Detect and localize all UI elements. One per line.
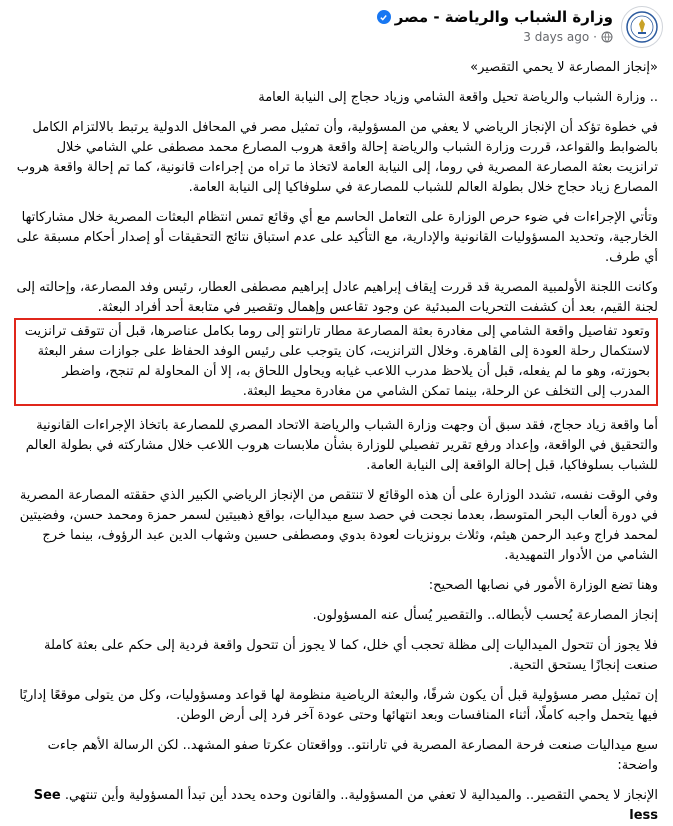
page-name-row bbox=[377, 8, 613, 26]
post-timestamp[interactable]: 3 days ago bbox=[523, 30, 590, 44]
meta-separator: · bbox=[593, 30, 597, 44]
verified-badge-icon bbox=[377, 10, 391, 24]
post-subtitle: .. وزارة الشباب والرياضة تحيل واقعة الشامي وزياد حجاج إلى النيابة العامة bbox=[258, 90, 658, 105]
paragraph: سبع ميداليات صنعت فرحة المصارعة المصرية في تارانتو.. وواقعتان عكرتا صفو المشهد.. لكن الرسالة الأهم جاءت واضحة: bbox=[47, 738, 658, 773]
paragraph: إن تمثيل مصر مسؤولية قبل أن يكون شرفًا، والبعثة الرياضية منظومة لها قواعد ومسؤوليات، وكل من يتولى موقعًا إداريًا فيها يتحمل واجبه كاملًا، أثناء المنافسات وبعد انتهائها وحتى عودة آخر فرد إلى أرض الوطن. bbox=[19, 688, 658, 723]
paragraph: وهنا تضع الوزارة الأمور في نصابها الصحيح: bbox=[428, 578, 658, 593]
last-paragraph bbox=[14, 786, 658, 826]
paragraph: أما واقعة زياد حجاج، فقد سبق أن وجهت وزارة الشباب والرياضة الاتحاد المصري للمصارعة باتخاذ الإجراءات القانونية والتحقيق في الواقعة، وإعداد ورفع تقرير تفصيلي للوزارة بشأن ملابسات هروب اللاعب خلال مشاركته في بطولة العالم للشباب بسلوفاكيا، قبل إحالة الواقعة إلى النيابة العامة. bbox=[25, 418, 658, 473]
paragraph: فلا يجوز أن تتحول الميداليات إلى مظلة تحجب أي خلل، كما لا يجوز أن تتحول واقعة فردية إلى حكم على بعثة كاملة صنعت إنجازًا يستحق التحية. bbox=[44, 638, 658, 673]
highlighted-paragraph: وتعود تفاصيل واقعة الشامي إلى مغادرة بعثة المصارعة مطار تارانتو إلى روما بكامل عناصرها، قبل أن تتوقف ترانزيت لاستكمال رحلة العودة إلى القاهرة. وخلال الترانزيت، كان يتوجب على رئيس الوفد الحفاظ على جوازات سفر البعثة بحوزته، وهو ما لم يفعله، قبل أن يلاحظ مدرب اللاعب غيابه ويحاول اللحاق به، إلا أن المحاولة لم تنجح، واضطر المدرب إلى التخلف عن الرحلة، بينما تمكن الشامي من مغادرة محيط البعثة. bbox=[14, 318, 658, 406]
ministry-logo-icon bbox=[625, 10, 659, 44]
paragraph: وفي الوقت نفسه، تشدد الوزارة على أن هذه الوقائع لا تنتقص من الإنجاز الرياضي الكبير الذي حققته المصارعة المصرية في دورة ألعاب البحر المتوسط، بعدما نجحت في حصد سبع ميداليات، بواقع ذهبيتين لسمر حمزة ومحمد حسن، وفضيتين لمحمد فراج وعبد الرحمن هيثم، وثلاث برونزيات لعودة بدوي ومصطفى حسين وشهاب الدين عبد الرؤوف، بينما خرج الشامي من الأدوار التمهيدية. bbox=[19, 488, 658, 563]
globe-icon bbox=[601, 31, 613, 43]
paragraph: وتأتي الإجراءات في ضوء حرص الوزارة على التعامل الحاسم مع أي وقائع تمس انتظام البعثات المصرية خلال مشاركاتها الخارجية، وتحديد المسؤوليات القانونية والإدارية، مع التأكيد على عدم استباق نتائج التحقيقات أو إصدار أحكام مسبقة على أي طرف. bbox=[16, 210, 658, 265]
paragraph: في خطوة تؤكد أن الإنجاز الرياضي لا يعفي من المسؤولية، وأن تمثيل مصر في المحافل الدولية يرتبط بالالتزام الكامل بالضوابط والقواعد، قررت وزارة الشباب والرياضة إحالة واقعة هروب المصارع محمد مصطفى علي الشامي خلال ترانزيت بعثة المصارعة المصرية في روما، إلى النيابة العامة لاتخاذ ما تراه من إجراءات قانونية، كما تم إحالة واقعة هروب المصارع زياد حجاج خلال بطولة العالم للشباب للمصارعة في سلوفاكيا إلى النيابة العامة. bbox=[16, 120, 658, 195]
paragraph: إنجاز المصارعة يُحسب لأبطاله.. والتقصير يُسأل عنه المسؤولون. bbox=[312, 608, 658, 623]
post-meta bbox=[523, 30, 613, 44]
see-less-link[interactable]: See less bbox=[33, 788, 658, 823]
paragraph-text: الإنجاز لا يحمي التقصير.. والميدالية لا تعفي من المسؤولية.. والقانون وحده يحدد أين تبدأ المسؤولية وأين تنتهي. bbox=[64, 788, 658, 803]
post-body bbox=[14, 58, 658, 826]
post-header bbox=[0, 0, 673, 52]
avatar[interactable] bbox=[621, 6, 663, 48]
post-title: «إنجاز المصارعة لا يحمي التقصير» bbox=[470, 60, 658, 75]
paragraph: وكانت اللجنة الأولمبية المصرية قد قررت إيقاف إبراهيم عادل إبراهيم مصطفى العطار، رئيس وفد المصارعة، وإحالته إلى لجنة القيم، بعد أن كشفت التحريات المبدئية عن وجود تقاعس وإهمال وتقصير في متابعة أحد أفراد البعثة. bbox=[16, 280, 658, 315]
page-name[interactable]: وزارة الشباب والرياضة - مصر bbox=[394, 8, 613, 26]
